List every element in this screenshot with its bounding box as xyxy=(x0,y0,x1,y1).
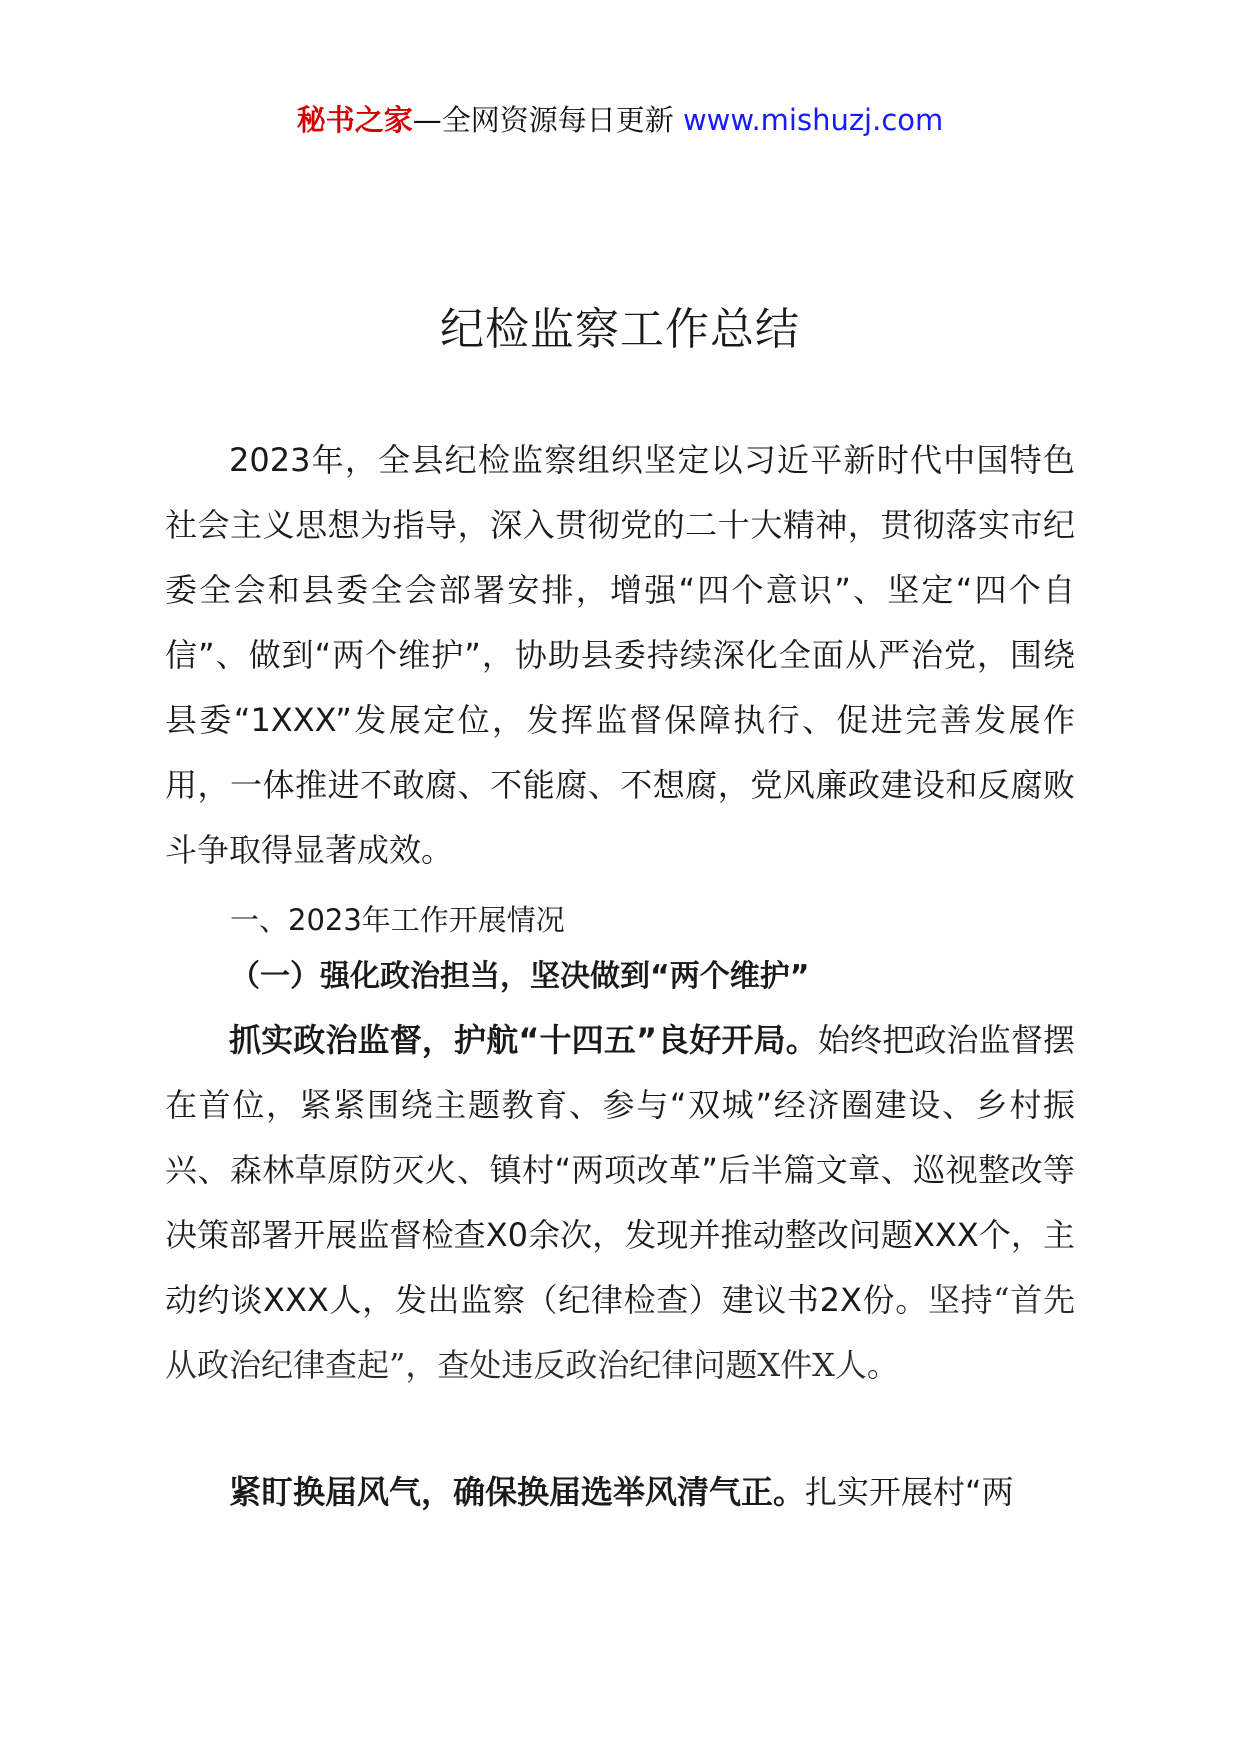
intro-paragraph xyxy=(165,428,1075,883)
document-title: 纪检监察工作总结 xyxy=(440,304,800,355)
header-brand: 秘书之家 xyxy=(296,103,413,137)
item-paragraph-election xyxy=(165,1460,1075,1525)
item-lead: 抓实政治监督，护航“十四五”良好开局。 xyxy=(229,1021,818,1059)
item-body: 扎实开展村“两 xyxy=(805,1473,1014,1511)
item-body: 始终把政治监督摆在首位，紧紧围绕主题教育、参与“双城”经济圈建设、乡村振兴、森林草原防灭火、镇村“两项改革”后半篇文章、巡视整改等决策部署开展监督检查X0余次，发现并推动整改问题XXX个，主动约谈XXX人，发出监察（纪律检查）建议书2X份。 xyxy=(165,1021,1075,1319)
header-tagline: —全网资源每日更新 xyxy=(412,103,683,137)
section-heading: 一、2023年工作开展情况 xyxy=(230,903,565,937)
item-lead: 紧盯换届风气，确保换届选举风清气正。 xyxy=(229,1473,806,1511)
item-paragraph-political-supervision xyxy=(165,1008,1075,1398)
item-tail: 坚持“首先从政治纪律查起”，查处违反政治纪律问题X件X人。 xyxy=(165,1281,1075,1384)
subsection-heading: （一）强化政治担当，坚决做到“两个维护” xyxy=(230,959,810,994)
header-url-link[interactable]: www.mishuzj.com xyxy=(682,103,944,137)
intro-text: 2023年，全县纪检监察组织坚定以习近平新时代中国特色社会主义思想为指导，深入贯彻党的二十大精神，贯彻落实市纪委全会和县委全会部署安排，增强“四个意识”、坚定“四个自信”、做到“两个维护”，协助县委持续深化全面从严治党，围绕县委“1XXX”发展定位，发挥监督保障执行、促进完善发展作用，一体推进不敢腐、不能腐、不想腐，党风廉政建设和反腐败斗争取得显著成效。 xyxy=(165,441,1075,869)
page-header xyxy=(0,100,1240,140)
